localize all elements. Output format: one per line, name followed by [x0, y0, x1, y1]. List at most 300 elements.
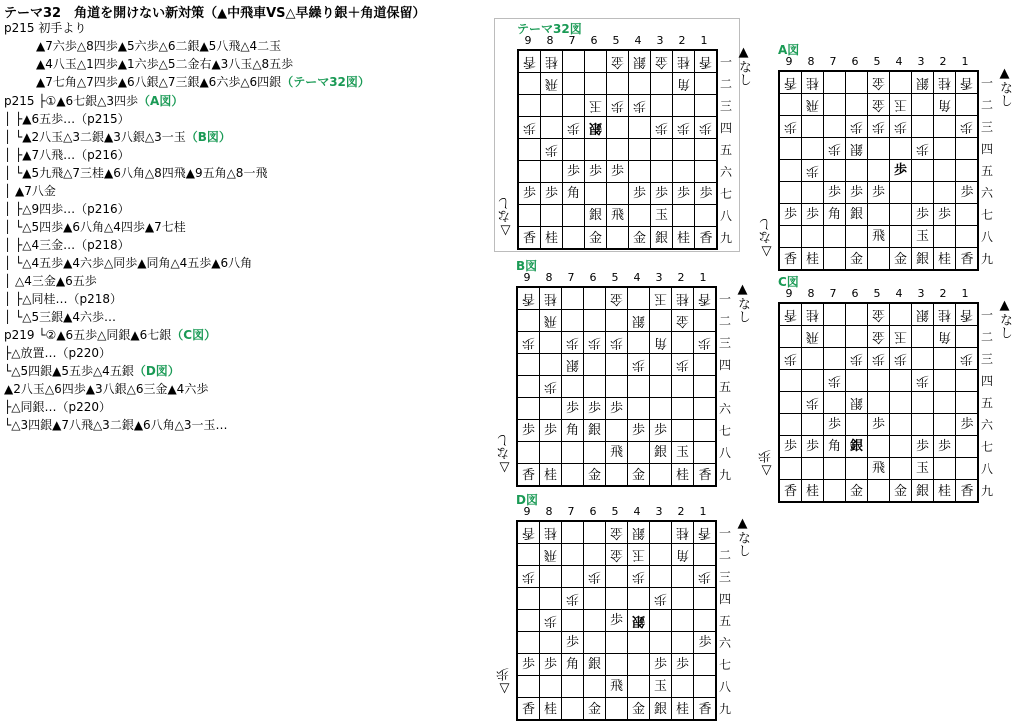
board-piece: 歩: [694, 332, 716, 354]
board-piece: 香: [960, 251, 974, 267]
board-square: [584, 676, 606, 698]
column-number: 7: [567, 505, 575, 518]
board-piece: 金: [846, 480, 868, 502]
sente-hand: ▲なし: [997, 66, 1012, 107]
diagram-reference[interactable]: （テーマ32図）: [281, 75, 370, 89]
board-square: [562, 464, 584, 486]
board-square: [890, 226, 912, 248]
board-square: [694, 420, 716, 442]
board-square: [540, 566, 562, 588]
board-square: [802, 116, 824, 138]
board-square: [540, 354, 562, 376]
board-square: [585, 73, 607, 95]
board-piece: 香: [518, 464, 540, 486]
board-piece: 歩: [868, 348, 890, 370]
board-square: [846, 160, 868, 182]
board-square: [694, 310, 716, 332]
board-piece: 歩: [563, 161, 585, 183]
column-number: 5: [873, 55, 881, 68]
board-piece: 歩: [802, 204, 824, 226]
board-piece: 香: [956, 72, 978, 94]
board-piece: 歩: [540, 376, 562, 398]
board-piece: 歩: [934, 204, 956, 226]
board-piece: 歩: [607, 161, 629, 183]
board-piece: 香: [698, 467, 712, 483]
board-square: [890, 182, 912, 204]
board-piece: 金: [606, 288, 628, 310]
board-square: [780, 458, 802, 480]
board-square: [694, 588, 716, 610]
board-square: [673, 139, 695, 161]
board-square: [824, 226, 846, 248]
board-piece: 桂: [934, 304, 956, 326]
row-number: 五: [719, 143, 732, 157]
board-piece: 歩: [956, 414, 978, 436]
board-piece: 飛: [802, 326, 824, 348]
diagram-label: テーマ32図: [517, 22, 582, 36]
board-piece: 銀: [912, 248, 934, 270]
column-number: 2: [677, 505, 685, 518]
board-piece: 金: [606, 522, 628, 544]
board-square: [584, 288, 606, 310]
column-number: 6: [851, 287, 859, 300]
board-square: [541, 161, 563, 183]
board-piece: 飛: [540, 544, 562, 566]
column-number: 5: [873, 287, 881, 300]
board-piece: 銀: [846, 138, 868, 160]
board-piece: 歩: [628, 420, 650, 442]
column-number: 8: [807, 287, 815, 300]
column-number: 2: [677, 271, 685, 284]
board-piece: 銀: [629, 51, 651, 73]
row-number: 一: [980, 308, 993, 322]
board-piece: 玉: [651, 205, 673, 227]
board-square: [563, 73, 585, 95]
column-number: 6: [589, 505, 597, 518]
board-piece: 歩: [912, 370, 934, 392]
board-square: [606, 632, 628, 654]
board-square: [650, 632, 672, 654]
tree-line-text: │ ├▲7八飛…（p216）: [4, 148, 130, 162]
tree-line-text: │ ├▲6五歩…（p215）: [4, 112, 130, 126]
board-piece: 歩: [824, 182, 846, 204]
board-piece: 歩: [563, 117, 585, 139]
row-number: 六: [980, 418, 993, 432]
board-piece: 銀: [650, 698, 672, 720]
board-square: [563, 139, 585, 161]
row-number: 九: [718, 468, 731, 482]
board-square: [934, 182, 956, 204]
row-number: 四: [980, 374, 993, 388]
board-square: [519, 161, 541, 183]
board-square: [651, 161, 673, 183]
board-piece: 角: [563, 183, 585, 205]
board-piece: 歩: [540, 610, 562, 632]
board-piece: 歩: [562, 398, 584, 420]
tree-line: [4, 399, 111, 415]
board-piece: 銀: [584, 654, 606, 676]
row-number: 九: [980, 484, 993, 498]
row-number: 八: [980, 230, 993, 244]
board-piece: 歩: [694, 566, 716, 588]
column-number: 6: [590, 34, 598, 47]
tree-line: [4, 129, 231, 145]
column-number: 9: [785, 55, 793, 68]
board-piece: 角: [562, 654, 584, 676]
tree-line: [4, 309, 116, 325]
tree-line: [4, 237, 130, 253]
board-square: [562, 310, 584, 332]
tree-line-text: ▲7七角△7四歩▲6八銀△7三銀▲6六歩△6四銀: [36, 75, 282, 89]
board-square: [540, 632, 562, 654]
board-square: [956, 436, 978, 458]
board-square: [562, 522, 584, 544]
shogi-board: [517, 49, 718, 250]
row-number: 一: [719, 55, 732, 69]
board-square: [868, 392, 890, 414]
board-square: [695, 161, 717, 183]
board-square: [846, 226, 868, 248]
board-square: [563, 205, 585, 227]
board-piece: 桂: [934, 248, 956, 270]
row-number: 五: [980, 396, 993, 410]
board-piece: 金: [846, 248, 868, 270]
board-square: [518, 544, 540, 566]
tree-line: [4, 291, 122, 307]
board-square: [824, 480, 846, 502]
board-square: [912, 116, 934, 138]
column-number: 8: [546, 34, 554, 47]
board-piece: 玉: [912, 458, 934, 480]
board-piece: 角: [824, 436, 846, 458]
board-piece: 玉: [890, 94, 912, 116]
board-piece: 銀: [585, 117, 607, 139]
row-number: 三: [980, 352, 993, 366]
column-number: 2: [678, 34, 686, 47]
row-number: 九: [980, 252, 993, 266]
board-square: [956, 370, 978, 392]
board-square: [956, 160, 978, 182]
board-piece: 歩: [802, 436, 824, 458]
column-number: 8: [545, 271, 553, 284]
board-piece: 歩: [912, 138, 934, 160]
board-square: [780, 414, 802, 436]
board-piece: 歩: [628, 566, 650, 588]
board-piece: 歩: [802, 392, 824, 414]
board-piece: 歩: [540, 420, 562, 442]
board-piece: 歩: [912, 436, 934, 458]
board-piece: 香: [694, 288, 716, 310]
board-piece: 歩: [607, 95, 629, 117]
row-number: 七: [980, 440, 993, 454]
diagram-label: D図: [516, 493, 538, 507]
column-number: 3: [917, 55, 925, 68]
board-square: [780, 326, 802, 348]
column-number: 7: [829, 287, 837, 300]
board-square: [694, 442, 716, 464]
board-piece: 角: [934, 326, 956, 348]
board-square: [846, 72, 868, 94]
variation-tree: [0, 0, 490, 703]
column-number: 2: [939, 55, 947, 68]
row-number: 八: [719, 209, 732, 223]
board-piece: 金: [868, 304, 890, 326]
board-square: [607, 117, 629, 139]
board-square: [651, 73, 673, 95]
tree-line-text: │ ├△同桂…（p218）: [4, 292, 123, 306]
board-piece: 桂: [672, 698, 694, 720]
column-number: 7: [567, 271, 575, 284]
board-piece: 香: [518, 522, 540, 544]
board-square: [868, 480, 890, 502]
board-piece: 歩: [518, 566, 540, 588]
board-square: [934, 392, 956, 414]
board-square: [518, 676, 540, 698]
board-piece: 飛: [868, 226, 890, 248]
row-number: 三: [980, 120, 993, 134]
board-piece: 歩: [540, 654, 562, 676]
board-piece: 歩: [584, 398, 606, 420]
board-square: [890, 436, 912, 458]
tree-line: [4, 417, 228, 433]
board-piece: 香: [780, 72, 802, 94]
board-square: [694, 398, 716, 420]
board-piece: 桂: [934, 72, 956, 94]
board-piece: 香: [960, 483, 974, 499]
board-square: [519, 139, 541, 161]
column-number: 1: [699, 271, 707, 284]
shogi-diagram-theme32: [494, 18, 751, 252]
board-square: [607, 139, 629, 161]
board-square: [650, 398, 672, 420]
board-square: [518, 354, 540, 376]
tree-line: [4, 327, 216, 343]
board-piece: 金: [628, 464, 650, 486]
row-number: 六: [719, 165, 732, 179]
board-piece: 歩: [519, 183, 541, 205]
board-square: [934, 348, 956, 370]
board-square: [934, 458, 956, 480]
row-number: 一: [718, 526, 731, 540]
board-square: [606, 310, 628, 332]
board-square: [695, 95, 717, 117]
tree-line-text: ├△同銀…（p220）: [4, 400, 111, 414]
board-square: [934, 160, 956, 182]
board-square: [694, 654, 716, 676]
diagram-reference[interactable]: （A図）: [138, 94, 184, 108]
diagram-reference[interactable]: （D図）: [133, 364, 180, 378]
board-square: [956, 138, 978, 160]
board-piece: 歩: [562, 332, 584, 354]
tree-line: [36, 38, 281, 54]
board-piece: 銀: [584, 420, 606, 442]
board-square: [868, 204, 890, 226]
tree-line-text: │ └▲5九飛△7三桂▲6八角△8四飛▲9五角△8一飛: [4, 166, 268, 180]
board-piece: 銀: [846, 436, 868, 458]
board-piece: 歩: [824, 138, 846, 160]
board-square: [584, 632, 606, 654]
row-number: 三: [718, 336, 731, 350]
shogi-board: [778, 302, 979, 503]
board-square: [541, 117, 563, 139]
board-square: [868, 436, 890, 458]
board-square: [802, 138, 824, 160]
diagram-reference[interactable]: （B図）: [185, 130, 231, 144]
board-piece: 金: [651, 51, 673, 73]
tree-line-text: │ ├△4三金…（p218）: [4, 238, 130, 252]
board-piece: 歩: [584, 332, 606, 354]
diagram-label: B図: [516, 259, 538, 273]
board-piece: 歩: [824, 370, 846, 392]
board-square: [584, 310, 606, 332]
board-square: [912, 326, 934, 348]
row-number: 五: [718, 614, 731, 628]
board-piece: 玉: [650, 288, 672, 310]
board-square: [628, 632, 650, 654]
board-square: [802, 370, 824, 392]
tree-line: [4, 111, 130, 127]
board-square: [780, 370, 802, 392]
gote-hand: △なし: [759, 218, 774, 259]
board-piece: 香: [518, 698, 540, 720]
column-number: 4: [633, 505, 641, 518]
board-piece: 歩: [934, 436, 956, 458]
diagram-reference[interactable]: （C図）: [171, 328, 217, 342]
tree-line: [4, 147, 130, 163]
board-square: [606, 464, 628, 486]
board-square: [672, 588, 694, 610]
board-piece: 歩: [651, 183, 673, 205]
board-square: [956, 226, 978, 248]
shogi-board: [516, 286, 717, 487]
row-number: 九: [719, 231, 732, 245]
board-square: [628, 676, 650, 698]
board-square: [934, 414, 956, 436]
board-square: [694, 376, 716, 398]
board-piece: 歩: [695, 117, 717, 139]
board-piece: 金: [606, 544, 628, 566]
board-piece: 歩: [629, 183, 651, 205]
gote-hand: △なし: [498, 197, 513, 238]
board-piece: 歩: [606, 332, 628, 354]
board-piece: 飛: [802, 94, 824, 116]
board-square: [824, 458, 846, 480]
tree-line-text: p215 初手より: [4, 21, 87, 35]
board-piece: 歩: [694, 632, 716, 654]
board-square: [846, 414, 868, 436]
board-piece: 歩: [695, 183, 717, 205]
board-square: [584, 522, 606, 544]
board-square: [629, 73, 651, 95]
board-piece: 玉: [912, 226, 934, 248]
board-square: [650, 544, 672, 566]
board-square: [780, 94, 802, 116]
board-square: [912, 160, 934, 182]
board-square: [694, 610, 716, 632]
board-piece: 歩: [912, 204, 934, 226]
column-number: 3: [655, 505, 663, 518]
board-square: [912, 182, 934, 204]
board-square: [824, 160, 846, 182]
board-piece: 飛: [606, 676, 628, 698]
board-square: [562, 698, 584, 720]
board-square: [563, 227, 585, 249]
row-number: 九: [718, 702, 731, 716]
board-square: [802, 182, 824, 204]
board-square: [672, 332, 694, 354]
board-piece: 桂: [802, 248, 824, 270]
gote-hand: △なし: [497, 434, 512, 475]
row-number: 八: [718, 446, 731, 460]
tree-line-text: ├△放置…（p220）: [4, 346, 111, 360]
board-square: [584, 544, 606, 566]
board-square: [518, 376, 540, 398]
row-number: 五: [718, 380, 731, 394]
tree-line-text: └△5四銀▲5五歩△4五銀: [4, 364, 134, 378]
board-square: [607, 73, 629, 95]
column-number: 5: [612, 34, 620, 47]
board-square: [890, 414, 912, 436]
board-piece: 飛: [606, 442, 628, 464]
board-piece: 金: [585, 227, 607, 249]
board-piece: 金: [629, 227, 651, 249]
board-piece: 桂: [673, 227, 695, 249]
board-square: [629, 205, 651, 227]
board-square: [868, 160, 890, 182]
board-square: [541, 95, 563, 117]
row-number: 六: [980, 186, 993, 200]
board-piece: 歩: [562, 588, 584, 610]
board-piece: 角: [934, 94, 956, 116]
board-square: [628, 376, 650, 398]
tree-line: [4, 255, 252, 271]
board-square: [628, 442, 650, 464]
column-number: 1: [700, 34, 708, 47]
board-piece: 玉: [628, 544, 650, 566]
board-square: [672, 376, 694, 398]
board-square: [628, 288, 650, 310]
board-piece: 銀: [912, 72, 934, 94]
board-square: [562, 442, 584, 464]
board-piece: 角: [673, 73, 695, 95]
board-square: [563, 95, 585, 117]
board-piece: 歩: [890, 160, 912, 182]
board-piece: 歩: [518, 654, 540, 676]
board-square: [846, 94, 868, 116]
row-number: 四: [719, 121, 732, 135]
board-piece: 玉: [890, 326, 912, 348]
board-piece: 銀: [628, 522, 650, 544]
board-piece: 桂: [540, 464, 562, 486]
board-piece: 桂: [540, 522, 562, 544]
board-piece: 歩: [585, 161, 607, 183]
board-square: [562, 610, 584, 632]
board-piece: 歩: [541, 183, 563, 205]
row-number: 七: [719, 187, 732, 201]
tree-line-text: ▲7六歩△8四歩▲5六歩△6二銀▲5八飛△4二玉: [36, 39, 282, 53]
board-square: [606, 588, 628, 610]
board-square: [890, 204, 912, 226]
board-square: [585, 183, 607, 205]
board-piece: 歩: [562, 632, 584, 654]
board-square: [650, 566, 672, 588]
column-number: 2: [939, 287, 947, 300]
board-piece: 香: [695, 51, 717, 73]
board-square: [518, 398, 540, 420]
board-piece: 桂: [802, 72, 824, 94]
board-square: [780, 226, 802, 248]
board-piece: 歩: [541, 139, 563, 161]
